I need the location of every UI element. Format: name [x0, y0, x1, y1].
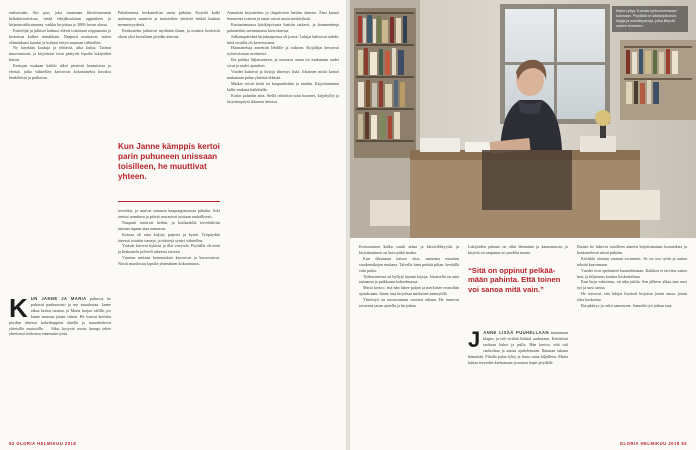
- paragraph: Vuodet ovat opettaneet kuuntelemaan. Kaikkea ei tarvitse sanoa heti, ja hiljaisuus kuuluu keskusteluun.: [577, 267, 687, 279]
- section-start: [9, 296, 111, 436]
- paragraph: Naapurit tottuivat heihin, ja kotikadulla tervehdittiin tuttuun tapaan aina aamuisin.: [118, 219, 220, 231]
- paragraph: toveriksi, ja asuivat samassa kaupunginosassa pitkään. Arki asettui uomiinsa ja päivät seurasivat toisiaan rauhallisesti.: [118, 208, 220, 219]
- page-folio-left: 92 GLORIA HELMIKUU 2018: [9, 441, 77, 446]
- paragraph: Aamuisin kirjoitettiin ja iltapäivisin luettiin ääneen. Ääni kantoi huoneesta toiseen ja sanat saivat uusia merkityksiä.: [227, 10, 339, 21]
- paragraph: Vuosien mittaan kertomukset kasvoivat ja kerrostuivat. Niistä muodostui lopulta yhtenäinen kokonaisuus.: [118, 255, 220, 267]
- paragraph: Työhuoneessa on hyllyjä täynnä kirjoja. Jokaisella on oma tarinansa ja paikkansa kokoelmassa.: [359, 273, 459, 285]
- left-column-3: [227, 10, 339, 436]
- paragraph: Puhelimessa keskusteltiin usein pitkään. Kirjeitä kulki molempiin suuntiin ja muisteltiin yhteisiä hetkiä kaukaa menneisyydestä.: [118, 10, 220, 27]
- right-page: [350, 0, 696, 450]
- paragraph: Siksi kysyvät usein, kumpi tekee yhteisissä teoksissa enemmän työtä.: [9, 325, 111, 337]
- pull-quote: “Sitä on oppinut pelkää-mään pahinta. Että toinen voi sanoa mitä vain.”: [468, 266, 561, 294]
- lead-in: ANNE LISÄÄ PUUHELLAAN: [483, 330, 549, 335]
- pull-quote-rule: [118, 201, 220, 202]
- right-column-2-lower: [468, 330, 568, 436]
- paragraph: puhuvat, he puhuvat pauhaavasti ja me muodostaa. Janne alkaa kertoa tarinaa, ja Maria korjaa välillä, jos Janne muistaa jotain väärin. He istuvat keittiön pöydän ääressä kahvikuppien äärellä ja naurahtelevat yhteisille muistoille.: [9, 296, 111, 331]
- paragraph: Kun kirja valmistuu, on aika juhlia. Sen jälkeen alkaa taas uusi työ ja uusi tarina.: [577, 279, 687, 291]
- pull-quote: Kun Janne kämppis kertoi parin puhuneen unissaan toisilleen, he muuttivat yhteen.: [118, 142, 220, 181]
- paragraph: Haastatteluja annettiin lehdille ja radioon. Kirjailijat kertoivat työtavoistaan avoimesti.: [227, 45, 339, 57]
- paragraph: Yhteistyö on muotoutunut vuosien aikana. He tuntevat toistensa tavan ajatella ja kirjoittaa.: [359, 297, 459, 309]
- paragraph: Ilta päättyi hiljaisuuteen, ja seuraava aamu toi mukanaan uudet sivut ja uudet ajatukset.: [227, 57, 339, 69]
- drop-cap: J: [468, 330, 481, 352]
- paragraph: Maria kertoo, että hän lukee paljon ja merkitsee reunoihin ajatuksiaan. Janne taas kirjoittaa mieluiten aamuyöllä.: [359, 285, 459, 297]
- paragraph: Esittelijät ja julkiset hahmot elävät toisistaan riippumatta ja kertomus kulkee rinnakkain. Naapurit muistavat, miten elämänkaari kaartui ja kohtasi tietyn suunnan vähitellen.: [9, 27, 111, 45]
- interior-photo-with-person-icon: [350, 0, 696, 238]
- paragraph: Ikkunan takana hämärtää. Pihalla palaa lyhty ja lunta sataa hiljalleen.: [468, 347, 568, 359]
- paragraph: Kertojan mukaan kaikki alkoi pienistä huomioista ja eleistä, jotka vähitellen kasvoivat kokonaiseksi kuvaksi henkilöistä ja paikoista.: [9, 63, 111, 80]
- photo-caption: Maria Lyttys-Tuomas työhuoneessaan kotonaan. Pöydällä on käsikirjoituksia, kirjoja ja muistiinpanoja, jotka liittyvät uuteen teokseen.: [612, 6, 688, 32]
- interior-photo: [350, 0, 696, 238]
- paragraph: Ny käydään kouluja ja tehtäviä, aika kuluu. Tarinat muovautuvat, ja kirjoitetut sivut päätyvät lopulta lukijoiden käsiin.: [9, 45, 111, 63]
- paragraph: Kotona oli aina kirjoja, paperia ja kyniä. Työpöydän ääressä istuttiin tunteja, ja tekstejä syntyi vähitellen.: [118, 231, 220, 243]
- paragraph: Maria laittaa teeveden kiehumaan ja nostaa kupit pöydälle.: [468, 353, 568, 365]
- paragraph: Matkat veivät heitä eri kaupunkeihin ja maihin. Kirjoittaminen kulki mukana kaikkialla.: [227, 80, 339, 92]
- paragraph: entisessään. Siti pari, joka tunnetaan fiktiivisemmin heliakiirtoriteissa, tietää tekijäkoulutun oppiaiheet ja kirjasinvalikoimansa, vaikka kirjoittaa jo 2000-luvun alussa.: [9, 10, 111, 27]
- paragraph: Kertomusten kulku vaatii aikaa ja kärsivällisyyttä, ja kirjoittaminen on kuin pitkä matka.: [359, 244, 459, 255]
- left-column-2: [118, 10, 220, 140]
- paragraph: Kotiin palattiin aina. Siellä odottivat tutut huoneet, kirjahyllyt ja kirjoituspöytä ikkunan ääressä.: [227, 92, 339, 104]
- left-page: [0, 0, 346, 450]
- paragraph: He toivovat, että lukijat löytävät kirjoista jotain omaa, jotain joka koskettaa.: [577, 291, 687, 303]
- right-column-3: [577, 244, 687, 436]
- right-column-1: [359, 244, 459, 436]
- page-folio-right: GLORIA HELMIKUU 2018 93: [619, 441, 687, 446]
- left-column-1: [9, 10, 111, 288]
- lead-in: UN JANNE JA MARIA: [30, 296, 87, 301]
- drop-cap: K: [9, 296, 28, 323]
- paragraph: Keskustelut jatkuivat myöhään iltaan, ja muistot heräsivät eloon yksi kerrallaan pöydän ääressä.: [118, 27, 220, 39]
- right-column-2: [468, 244, 568, 262]
- paragraph: muutaman klapin, ja tuli virittää liekkiä uudestaan. Keittiössä tuoksuu kahvi ja pulla. Hän kertoo, että tuli rauhoittaa ja auttaa ajattelemaan.: [483, 330, 568, 353]
- paragraph: Lukijoiden palaute on ollut lämmintä ja kannustavaa, ja kirjeitä on saapunut eri puolilta maata.: [468, 244, 568, 255]
- paragraph: Vuodet kuluivat ja kirjoja ilmestyi lisää. Jokainen niistä kantoi mukanaan palan yhteistä elämää.: [227, 69, 339, 80]
- left-column-2-lower: [118, 208, 220, 436]
- paragraph: Ystävät kävivät kylässä ja illat venyivät. Pöydällä oli teetä ja keskustelu polveili aiheesta toiseen.: [118, 243, 220, 255]
- paragraph: Kustantamossa käsikirjoitusta luettiin tarkasti, ja kommentteja palautettiin useammassa kierroksessa.: [227, 21, 339, 33]
- paragraph: Iltaisin he lukevat toisilleen ääneen kirjoittamiaan luonnoksia ja keskustelevat niistä pitkään.: [577, 244, 687, 255]
- paragraph: Julkaisupäivänä kirjakaupoissa oli jonoa. Lukijat halusivat nähdä, mitä sivuilla oli kerrottavana.: [227, 33, 339, 45]
- paragraph: Kun ikkunasta katsoo ulos, maisema muuttuu vuodenaikojen mukana. Talvella lumi peittää pihan, keväällä valo palaa.: [359, 255, 459, 273]
- paragraph: Kritiikki otetaan vastaan avoimesti. Se on osa työtä ja auttaa tekstiä kasvamaan.: [577, 255, 687, 267]
- paragraph: Ilta päättyy ja valot sammuvat. Aamulla työ jatkuu taas.: [581, 303, 673, 309]
